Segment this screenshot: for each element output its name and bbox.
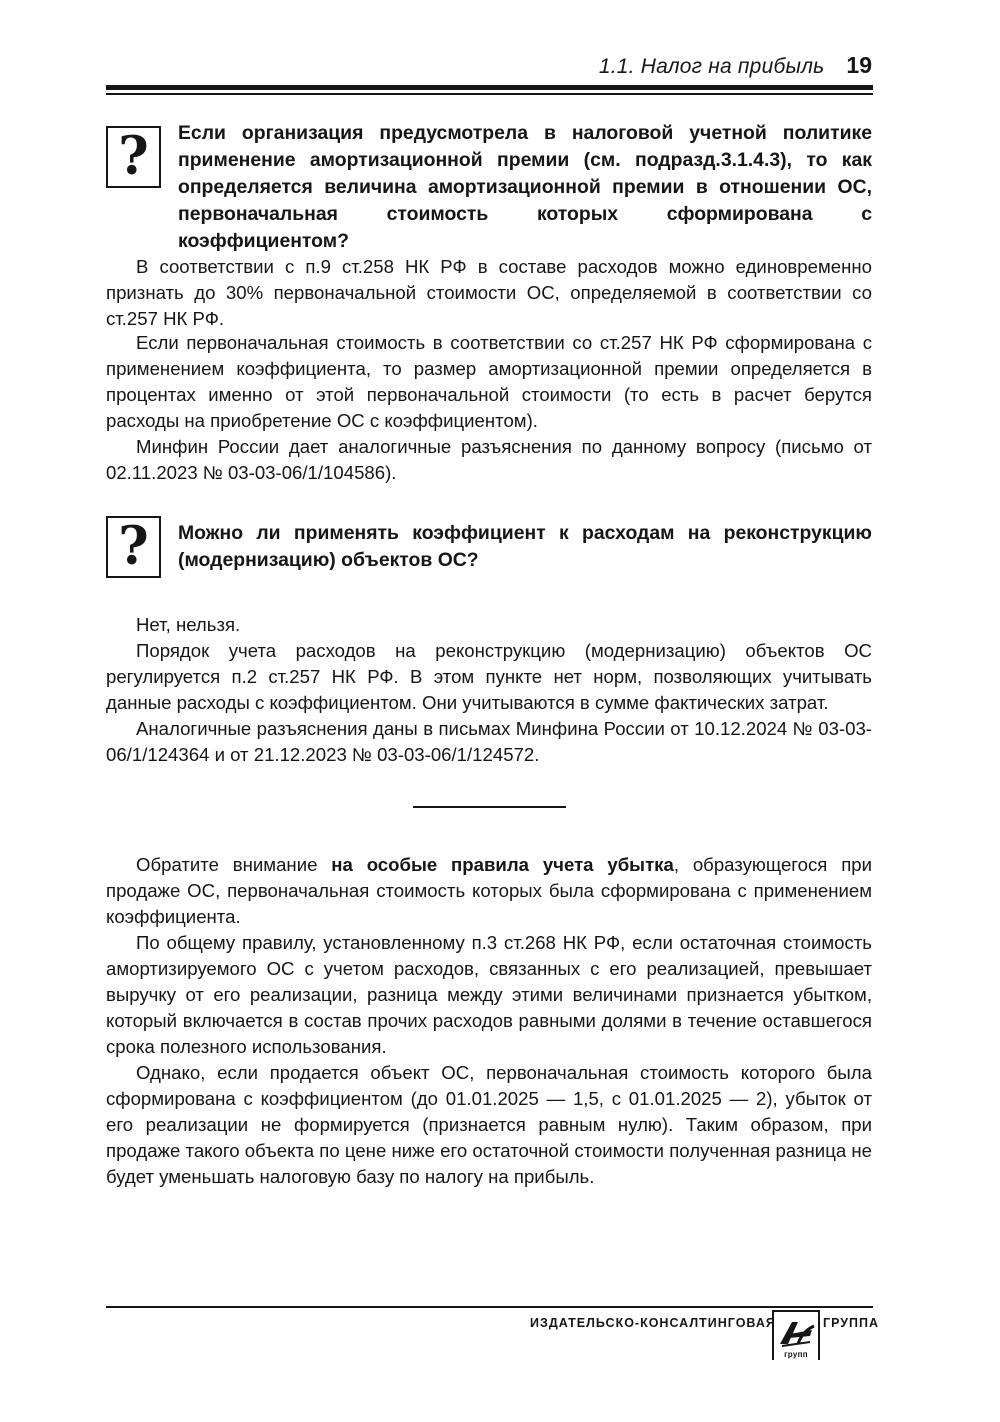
answer-1-paragraph-2: Если первоначальная стоимость в соответствии со ст.257 НК РФ сформирована с применением коэффициента, то размер амортизационной премии определяется в процентах именно от этой первоначальной стоимости (то есть в расчет берутся расходы на приобретение ОС с коэффициентом). <box>106 332 872 431</box>
publisher-name-right: ГРУППА <box>823 1316 880 1330</box>
section-paragraph-1-emphasis: на особые правила учета убытка <box>331 854 674 875</box>
answer-1-paragraph-3: Минфин России дает аналогичные разъяснения по данному вопросу (письмо от 02.11.2023 № 03-03-06/1/104586). <box>106 436 872 483</box>
section-divider <box>413 806 566 808</box>
publisher-name-left: ИЗДАТЕЛЬСКО-КОНСАЛТИНГОВАЯ <box>530 1316 776 1330</box>
answer-2-paragraph-2: Порядок учета расходов на реконструкцию (модернизацию) объектов ОС регулируется п.2 ст.257 НК РФ. В этом пункте нет норм, позволяющих учитывать данные расходы с коэффициентом. Они учитываются в сумме фактических затрат. <box>106 640 872 713</box>
footer-rule <box>106 1306 873 1308</box>
section-paragraph-1-end: , образующегося при продаже ОС, первоначальная стоимость которых была сформирована с применением коэффициента. <box>106 854 873 927</box>
header-rule-thick <box>106 85 873 90</box>
running-head <box>500 52 872 79</box>
question-mark-icon: ? <box>106 516 161 578</box>
answer-2-paragraph-3: Аналогичные разъяснения даны в письмах Минфина России от 10.12.2024 № 03-03-06/1/124364 и от 21.12.2023 № 03-03-06/1/124572. <box>106 718 872 765</box>
answer-1-paragraph-1: В соответствии с п.9 ст.258 НК РФ в составе расходов можно единовременно признать до 30% первоначальной стоимости ОС, определяемой в соответствии со ст.257 НК РФ. <box>106 256 872 329</box>
publisher-logo <box>772 1310 820 1360</box>
running-title: 1.1. Налог на прибыль <box>598 55 825 78</box>
answer-2-paragraph-1: Нет, нельзя. <box>136 614 241 635</box>
header-rule-thin <box>106 93 873 95</box>
section-paragraph-1-start: Обратите внимание <box>136 854 332 875</box>
publisher-logo-icon <box>776 1318 816 1348</box>
question-mark-icon: ? <box>106 126 161 188</box>
section-paragraph-3: Однако, если продается объект ОС, первоначальная стоимость которого была сформирована с коэффициентом (до 01.01.2025 — 1,5, с 01.01.2025 — 2), убыток от его реализации не формируется (признается равным нулю). Таким образом, при продаже такого объекта по цене ниже его остаточной стоимости полученная разница не будет уменьшать налоговую базу по налогу на прибыль. <box>106 1062 872 1187</box>
section-paragraph-1 <box>106 852 872 930</box>
question-2-text: Можно ли применять коэффициент к расходам на реконструкцию (модернизацию) объектов ОС? <box>178 522 872 571</box>
publisher-logo-caption: групп <box>784 1350 808 1359</box>
question-1-text: Если организация предусмотрела в налоговой учетной политике применение амортизационной премии (см. подразд.3.1.4.3), то как определяется величина амортизационной премии в отношении ОС, первоначальная стоимость которых сформирована с коэффициентом? <box>178 122 872 252</box>
section-paragraph-2: По общему правилу, установленному п.3 ст.268 НК РФ, если остаточная стоимость амортизируемого ОС с учетом расходов, связанных с его реализацией, превышает выручку от его реализации, разница между этими величинами признается убытком, который включается в состав прочих расходов равными долями в течение оставшегося срока полезного использования. <box>106 932 872 1057</box>
page-number: 19 <box>846 52 872 78</box>
